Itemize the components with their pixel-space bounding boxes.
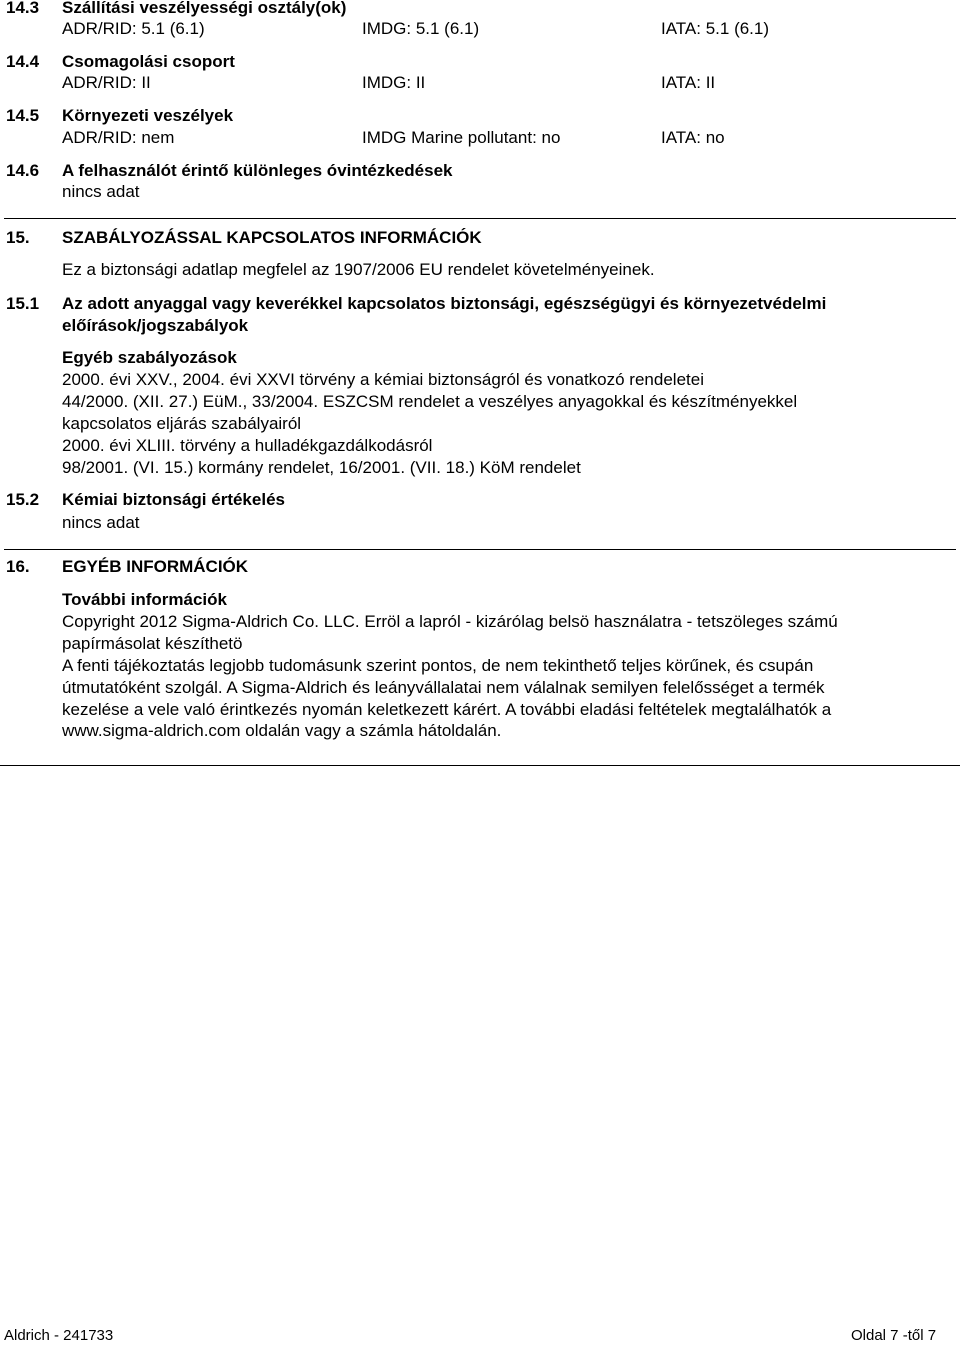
iata-value: IATA: 5.1 (6.1) [661,19,770,38]
info-line: Copyright 2012 Sigma-Aldrich Co. LLC. Erröl a lapról - kizárólag belsö használatra - tetszöleges számú [62,612,838,631]
section-divider [4,549,956,550]
regulation-line: 98/2001. (VI. 15.) kormány rendelet, 16/2001. (VII. 18.) KöM rendelet [62,458,581,477]
subheading: További információk [62,590,227,609]
imdg-value: IMDG: II [362,73,426,92]
footer-page-number: Oldal 7 -től 7 [851,1327,937,1344]
iata-value: IATA: no [661,128,725,147]
section-intro: Ez a biztonsági adatlap megfelel az 1907/2006 EU rendelet követelményeinek. [62,260,655,279]
subheading: Egyéb szabályozások [62,348,237,367]
section-number: 15. [6,228,30,247]
section-title: A felhasználót érintő különleges óvintézkedések [62,161,453,180]
section-divider [0,765,960,766]
regulation-line: kapcsolatos eljárás szabályairól [62,414,302,433]
regulation-line: 2000. évi XLIII. törvény a hulladékgazdálkodásról [62,436,433,455]
section-number: 15.1 [6,294,40,313]
footer-product: Aldrich - 241733 [4,1327,114,1344]
section-title-continued: előírások/jogszabályok [62,316,249,335]
section-title: Kémiai biztonsági értékelés [62,490,285,509]
iata-value: IATA: II [661,73,716,92]
section-number: 15.2 [6,490,40,509]
section-number: 14.6 [6,161,40,180]
section-divider [4,218,956,219]
info-line: A fenti tájékoztatás legjobb tudomásunk szerint pontos, de nem tekinthető teljes körűnek, és csupán [62,656,814,675]
info-line: papírmásolat készíthetö [62,634,243,653]
regulation-line: 44/2000. (XII. 27.) EüM., 33/2004. ESZCSM rendelet a veszélyes anyagokkal és készítményekkel [62,392,798,411]
section-title: Az adott anyaggal vagy keverékkel kapcsolatos biztonsági, egészségügyi és környezetvédelmi [62,294,827,313]
section-number: 14.3 [6,0,40,17]
info-line: útmutatóként szolgál. A Sigma-Aldrich és leányvállalatai nem válalnak semilyen felelősséget a termék [62,678,825,697]
section-number: 16. [6,557,30,576]
section-title: EGYÉB INFORMÁCIÓK [62,557,249,576]
adr-rid-value: ADR/RID: II [62,73,151,92]
section-title: Szállítási veszélyességi osztály(ok) [62,0,347,17]
adr-rid-value: ADR/RID: nem [62,128,175,147]
section-title: Csomagolási csoport [62,52,235,71]
section-number: 14.5 [6,106,40,125]
section-value: nincs adat [62,513,140,532]
section-number: 14.4 [6,52,40,71]
imdg-value: IMDG: 5.1 (6.1) [362,19,480,38]
section-title: SZABÁLYOZÁSSAL KAPCSOLATOS INFORMÁCIÓK [62,228,482,247]
adr-rid-value: ADR/RID: 5.1 (6.1) [62,19,205,38]
info-line: kezelése a vele való érintkezés nyomán keletkezett kárért. A további eladási feltételek megtalálhatók a [62,700,832,719]
section-value: nincs adat [62,182,140,201]
info-line: www.sigma-aldrich.com oldalán vagy a számla hátoldalán. [62,721,502,740]
regulation-line: 2000. évi XXV., 2004. évi XXVI törvény a kémiai biztonságról és vonatkozó rendeletei [62,370,704,389]
section-title: Környezeti veszélyek [62,106,234,125]
imdg-value: IMDG Marine pollutant: no [362,128,561,147]
